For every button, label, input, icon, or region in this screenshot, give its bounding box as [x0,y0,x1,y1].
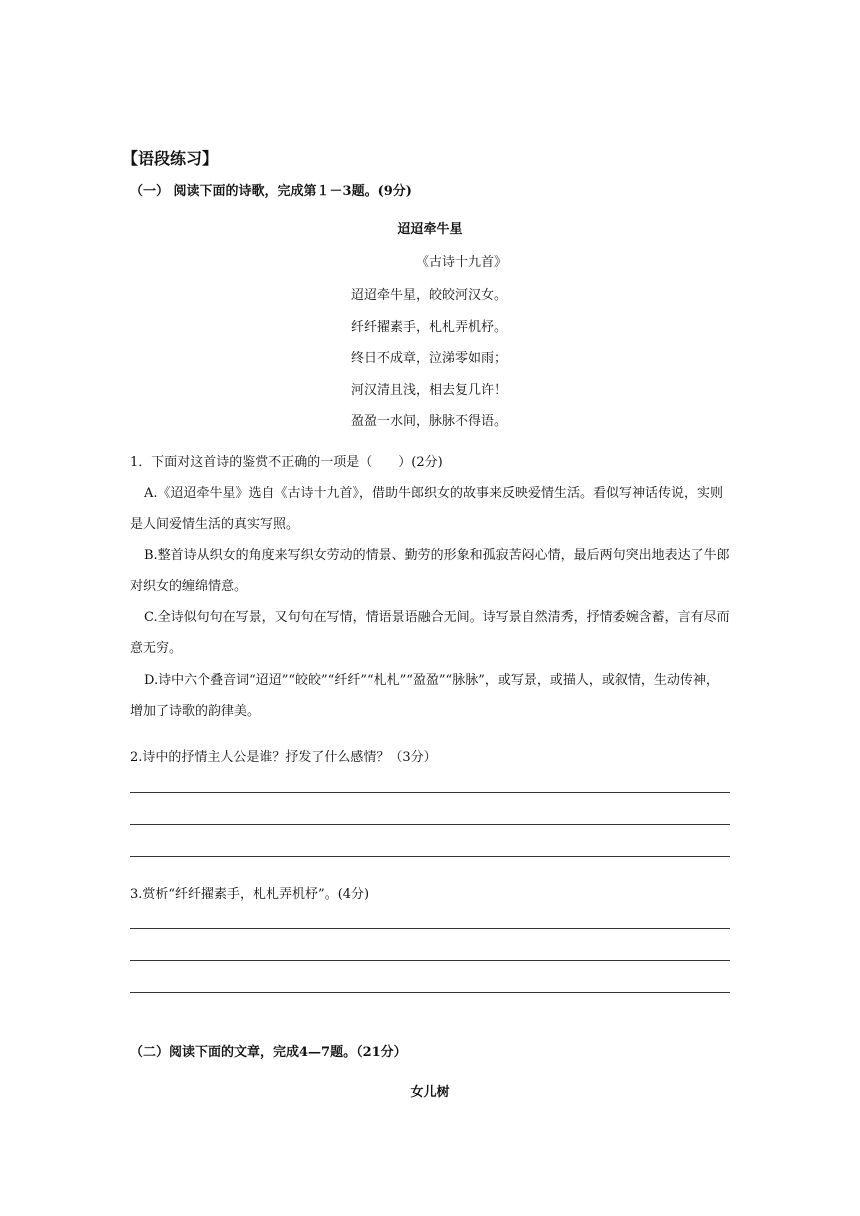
poem-line: 盈盈一水间，脉脉不得语。 [351,414,508,429]
question-3-stem: 3.赏析“纤纤擢素手，札札弄机杼”。(4分) [130,887,370,902]
poem-line: 纤纤擢素手，札札弄机杼。 [351,320,508,335]
answer-line[interactable] [130,824,730,825]
question-2-stem: 2.诗中的抒情主人公是谁？抒发了什么感情？（3分） [130,750,437,765]
answer-line[interactable] [130,928,730,929]
option-c: C.全诗似句句在写景，又句句在写情，情语景语融合无间。诗写景自然清秀，抒情委婉含蓄，言有尽而意无穷。 [130,610,730,656]
section-title: 【语段练习】 [122,149,219,168]
part2-heading: （二）阅读下面的文章，完成4—7题。（21分） [130,1045,407,1060]
poem-line: 河汉清且浅，相去复几许！ [351,383,508,398]
answer-line[interactable] [130,992,730,993]
poem-source: 《古诗十九首》 [416,255,508,270]
answer-line[interactable] [130,856,730,857]
option-b: B.整首诗从织女的角度来写织女劳动的情景、勤劳的形象和孤寂苦闷心情，最后两句突出地表达了牛郎对织女的缠绵情意。 [130,548,730,594]
part1-heading: （一） 阅读下面的诗歌，完成第１－3题。(9分) [130,184,412,199]
option-a: A.《迢迢牵牛星》选自《古诗十九首》，借助牛郎织女的故事来反映爱情生活。看似写神话传说，实则是人间爱情生活的真实写照。 [130,486,724,532]
option-d: D.诗中六个叠音词“迢迢”“皎皎”“纤纤”“札札”“盈盈”“脉脉”，或写景，或描人，或叙情，生动传神，增加了诗歌的韵律美。 [130,673,719,719]
question-1-stem: 1．下面对这首诗的鉴赏不正确的一项是（ ）(2分) [130,455,443,470]
poem-title: 迢迢牵牛星 [397,222,463,237]
answer-line[interactable] [130,792,730,793]
poem-line: 终日不成章，泣涕零如雨； [351,351,508,366]
answer-line[interactable] [130,960,730,961]
article-title: 女儿树 [410,1085,450,1100]
poem-line: 迢迢牵牛星，皎皎河汉女。 [351,288,508,303]
